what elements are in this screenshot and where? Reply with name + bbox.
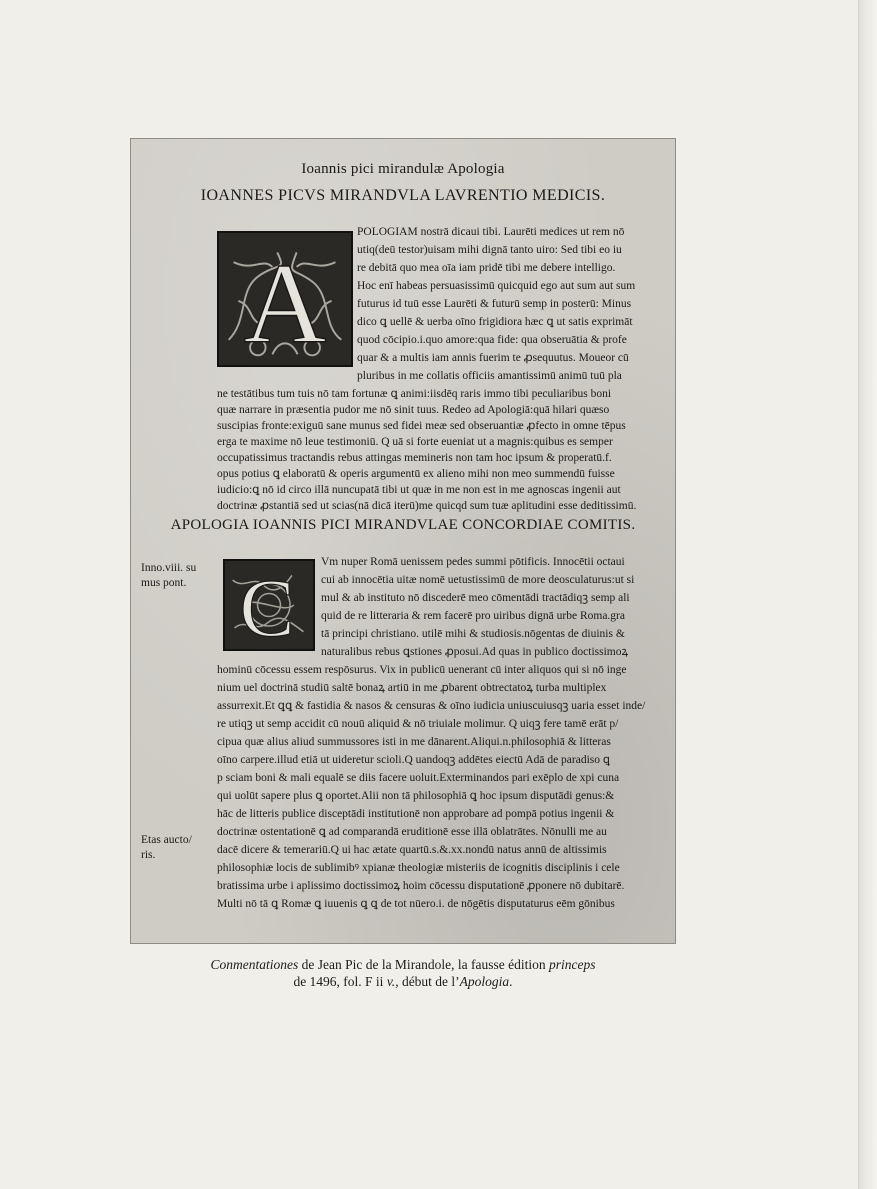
para2-line-19: bratissima urbe i aplissimo doctissimoꝝ hoim cōcessu disputationē ꝓponere nō dubitarē. [217, 880, 625, 892]
para2-line-16: doctrinæ ostentationē ꝗ ad comparandā eruditionē esse illā oblatrātes. Nōnulli me au [217, 826, 607, 838]
para2-line-20: Multi nō tā ꝗ Romæ ꝗ iuuenis ꝗ ꝗ de tot nūero.i. de nōgētis disputaturus eēm gōnibus [217, 898, 615, 910]
margin-note-2-line-1: Etas aucto/ [141, 834, 192, 846]
margin-note-1 [141, 561, 196, 591]
para1-line-2: utiq(deū testor)uisam mihi dignā tanto uiro: Sed tibi eo iu [357, 244, 622, 256]
para2-line-4: quid de re litteraria & rem facerē pro uiribus dignā urbe Roma.gra [321, 610, 625, 622]
decorated-initial-a [217, 231, 353, 367]
caption-apologia-italic: Apologia [459, 974, 510, 989]
para1-line-4: Hoc enī habeas persuasissimū quicquid ego aut sum aut sum [357, 280, 636, 292]
para2-line-13: p sciam boni & mali equalē se diis facere uoluit.Exterminandos pari exēplo de xpi cuna [217, 772, 620, 784]
para2-line-8: nium uel doctrinā studiū saltē bonaꝝ artiū in me ꝓbarent obtrectatoꝝ turba multiplex [217, 682, 607, 694]
para1-line-7: quod cōcipio.i.quo amore:qua fide: qua obseruātia & profe [357, 334, 627, 346]
margin-note-2-line-2: ris. [141, 849, 156, 861]
para2-line-5: tā principi christiano. utilē mihi & studiosis.nōgentas de diuinis & [321, 628, 625, 640]
para1-line-13: erga te maxime nō leue testimoniū. Q uā si forte eueniat ut a magnis:quibus es semper [217, 436, 613, 448]
para2-line-12: oīno carpere.illud etiā ut uideretur scioli.Q uandoqꝫ addētes eiectū Adā de paradiso ꝗ [217, 754, 610, 766]
para1-line-1: POLOGIAM nostrā dicaui tibi. Laurēti medices ut rem nō [357, 226, 625, 238]
caption-princeps-italic: princeps [549, 957, 596, 972]
para1-line-10: ne testātibus tum tuis nō tam fortunæ ꝗ animi:iisdēq raris immo tibi peculiaribus boni [217, 388, 612, 400]
figure-caption [130, 956, 676, 990]
para2-line-6: naturalibus rebus ꝗstiones ꝓposui.Ad quas in publico doctissimoꝝ [321, 646, 629, 658]
running-head: Ioannis pici mirandulæ Apologia [301, 161, 505, 177]
para1-line-11: quæ narrare in præsentia pudor me nō sinit tuus. Redeo ad Apologiā:quā hilari quæso [217, 404, 610, 416]
para2-line-7: hominū cōcessu essem respōsurus. Vix in publicū uenerant cū inter aliquos qui si nō inge [217, 664, 627, 676]
para2-line-2: cui ab innocētia uitæ nomē uetustissimū de more deosculaturus:ut si [321, 574, 635, 586]
facsimile-plate [130, 138, 676, 944]
para1-line-9: pluribus in me collatis officiis amantissimū animū tuū pla [357, 370, 622, 382]
para1-line-12: suscipias fronte:exiguū sane munus sed fidei meæ sed obseruantiæ ꝓfecto in omne tēpus [217, 420, 626, 432]
para1-line-15: opus potius ꝗ elaboratū & operis argumentū ex alieno mihi non meo summendū fuisse [217, 468, 615, 480]
para1-line-8: quar & a multis iam annis fuerim te ꝓsequutus. Moueor cū [357, 352, 629, 364]
para1-line-3: re debitā quo mea oīa iam pridē tibi me debere intelligo. [357, 262, 616, 274]
initial-c-letter: C [239, 562, 295, 649]
caption-verso-italic: v. [386, 974, 396, 989]
para2-line-14: qui uolūt sapere plus ꝗ oportet.Alii non tā philosophiā ꝗ hoc ipsum disputādi genus:& [217, 790, 615, 802]
para2-line-18: philosophiæ locis de sublimibꝰ xpianæ theologiæ misteriis de icognitis disciplinis i cele [217, 862, 620, 874]
para1-line-17: doctrinæ ꝓstantiā sed ut scias(nā dicā iterū)me quicqd sum tuæ aplitudini esse deditissimū. [217, 500, 637, 512]
initial-a-letter: A [243, 239, 327, 365]
para2-line-15: hāc de litteris publice disceptādi institutionē non approbare ad pompā potius ingenii & [217, 808, 615, 820]
caption-title-italic: Conmentationes [210, 957, 299, 972]
para1-line-5: futurus id tuū esse Laurēti & futurū semp in posterū: Minus [357, 298, 632, 310]
main-title: IOANNES PICVS MIRANDVLA LAVRENTIO MEDICIS. [200, 187, 606, 204]
section-title: APOLOGIA IOANNIS PICI MIRANDVLAE CONCORDIAE COMITIS. [170, 517, 636, 533]
margin-note-1-line-1: Inno.viii. su [141, 562, 197, 574]
margin-note-1-line-2: mus pont. [141, 577, 187, 589]
page-edge [858, 0, 877, 1189]
caption-line-1 [130, 956, 676, 973]
para1-line-6: dico ꝗ uellē & uerba oīno frigidiora hæc ꝗ ut satis exprimāt [357, 316, 633, 328]
para2-line-9: assurrexit.Et ꝗꝗ & fastidia & nasos & censuras & oīno iudicia uniuscuiusqꝫ uaria esset inde/ [217, 700, 646, 712]
initial-c-ornament [225, 561, 313, 649]
margin-note-2 [141, 833, 192, 863]
para2-line-11: cipua quæ alius aliud summussores isti in me dānarent.Aliqui.n.philosophiā & litteras [217, 736, 611, 748]
caption-text-2: de 1496, fol. F ii [293, 974, 387, 989]
para2-line-17: dacē dicere & temerariū.Q ui hac ætate quartū.s.&.xx.nondū natus annū de altissimis [217, 844, 607, 856]
caption-text-1: de Jean Pic de la Mirandole, la fausse édition [298, 957, 550, 972]
caption-line-2 [130, 973, 676, 990]
caption-text-4: . [509, 974, 513, 989]
caption-text-3: , début de l’ [395, 974, 460, 989]
initial-a-ornament [219, 233, 351, 365]
para1-line-16: iudicio:ꝗ nō id circo illā nuncupatā tibi ut quæ in me non est in me agnoscas ingenii aut [217, 484, 621, 496]
para2-line-3: mul & ab instituto nō discederē meo cōmentādi tractādiqꝫ semp ali [321, 592, 630, 604]
para1-line-14: occupatissimus tractandis rebus attingas memineris non tam hoc ipsum & properatū.f. [217, 452, 612, 464]
decorated-initial-c [223, 559, 315, 651]
para2-line-1: Vm nuper Romā uenissem pedes summi pōtificis. Innocētii octaui [321, 556, 625, 568]
para2-line-10: re utiqꝫ ut semp accidit cū nouū aliquid & nō triuiale molimur. Q uiqꝫ fere tamē erāt p/ [217, 718, 619, 730]
